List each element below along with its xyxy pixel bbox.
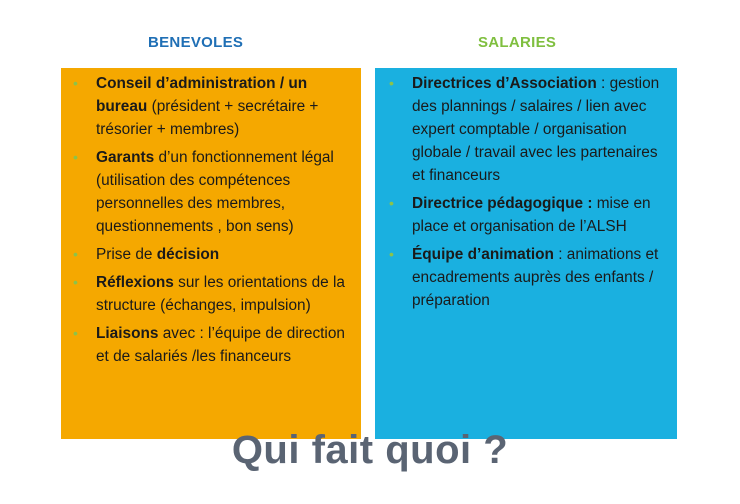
benevoles-box xyxy=(61,68,361,439)
benevoles-item-liaisons xyxy=(73,322,353,368)
benevoles-item-reflexions xyxy=(73,271,353,317)
salaries-box xyxy=(375,68,677,439)
salaries-item-pedagogique xyxy=(389,192,669,238)
page-title: Qui fait quoi ? xyxy=(231,428,509,472)
item-keyword: décision xyxy=(156,246,220,263)
benevoles-item-decision xyxy=(73,243,353,266)
benevoles-list xyxy=(73,72,353,368)
item-text: : gestion des plannings / salaires / lien avec expert comptable / organisation globale / travail avec les partenaires et financeurs xyxy=(412,75,660,184)
salaries-item-directrices xyxy=(389,72,669,187)
item-text: : animations et encadrements auprès des enfants / préparation xyxy=(412,246,659,309)
item-text: sur les orientations de la structure (échanges, impulsion) xyxy=(96,274,345,314)
item-keyword: Liaisons xyxy=(96,325,159,342)
benevoles-item-conseil xyxy=(73,72,353,141)
salaries-header: SALARIES xyxy=(478,34,557,51)
salaries-item-animation xyxy=(389,243,669,312)
item-keyword: Équipe d’animation xyxy=(412,246,554,263)
item-text: d’un fonctionnement légal (utilisation des compétences personnelles des membres, questionnements , bon sens) xyxy=(96,149,334,235)
item-text: Prise de xyxy=(96,246,157,263)
item-text: mise en place et organisation de l’ALSH xyxy=(412,195,651,235)
benevoles-header: BENEVOLES xyxy=(148,34,244,51)
item-text: avec : l’équipe de direction et de salariés /les financeurs xyxy=(96,325,345,365)
item-keyword: Conseil d’administration / un bureau xyxy=(96,75,308,115)
salaries-list xyxy=(389,72,669,312)
item-keyword: Directrices d’Association xyxy=(412,75,597,92)
item-keyword: Réflexions xyxy=(96,274,174,291)
benevoles-item-garants xyxy=(73,146,353,238)
item-text: (président + secrétaire + trésorier + membres) xyxy=(96,98,319,138)
item-keyword: Directrice pédagogique : xyxy=(412,195,593,212)
item-keyword: Garants xyxy=(96,149,155,166)
